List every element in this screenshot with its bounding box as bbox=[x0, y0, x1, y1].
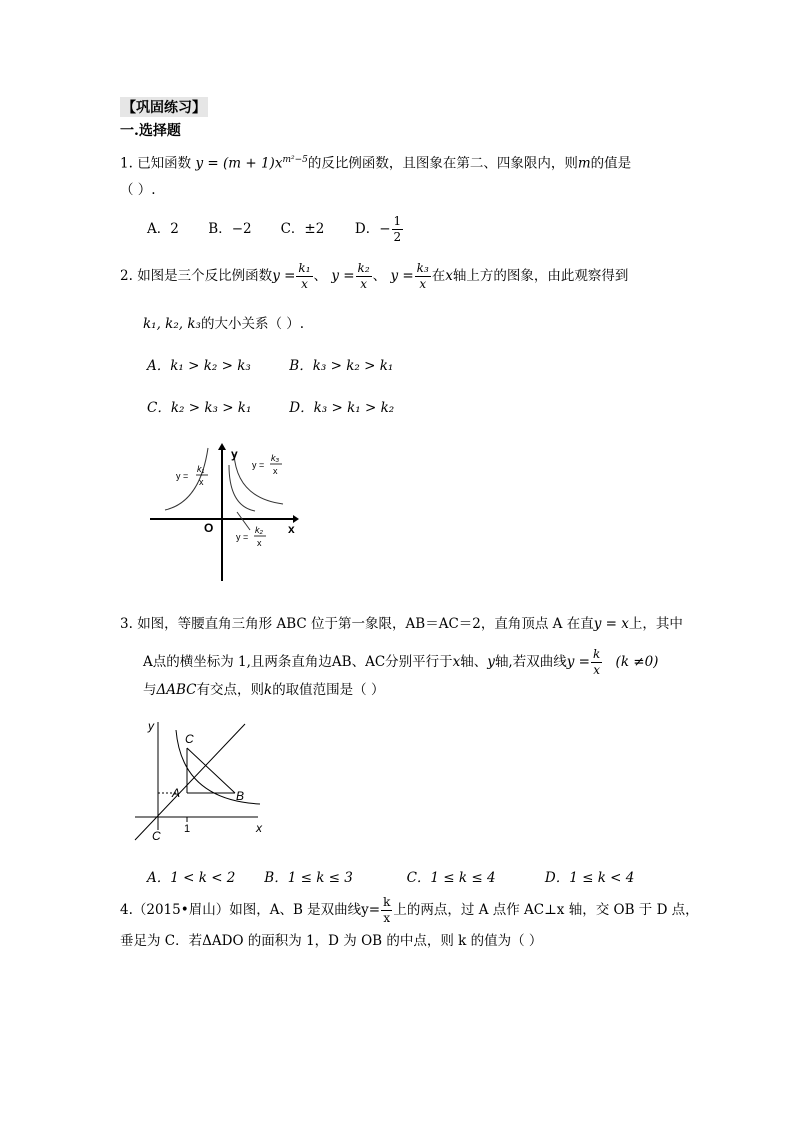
q2-label1-num: k₁ bbox=[197, 464, 205, 474]
q2-graph bbox=[145, 440, 305, 585]
q3-line3: 与ΔABC有交点，则k的取值范围是（ ） bbox=[143, 682, 385, 698]
q3-origin-label: C bbox=[152, 829, 161, 842]
q4-hyperbola-fraction: $\frac{k}{x}$ bbox=[383, 895, 391, 925]
q2-label2-den: x bbox=[273, 466, 278, 476]
q3-option-c: C．1 ≤ k ≤ 4 bbox=[406, 870, 496, 886]
q1-option-a: A．2 bbox=[147, 221, 179, 237]
q2-label1-y: y = bbox=[176, 471, 189, 481]
q1-option-d: D．− $\frac{1}{2}$ bbox=[354, 214, 402, 244]
q3-line2: A点的横坐标为 1,且两条直角边AB、AC分别平行于x轴、y轴,若双曲线y = $\frac{k}{x}$ (k ≠0) bbox=[143, 647, 659, 677]
q2-x-label: x bbox=[288, 522, 295, 536]
q2-label3-den: x bbox=[257, 538, 262, 548]
q1-option-d-fraction: $\frac{1}{2}$ bbox=[393, 214, 402, 244]
q2-option-c: C．k₂ > k₃ > k₁ bbox=[147, 400, 252, 416]
q3-option-b: B．1 ≤ k ≤ 3 bbox=[264, 870, 353, 886]
section-title: 一.选择题 bbox=[120, 123, 181, 139]
q3-option-d: D．1 ≤ k < 4 bbox=[544, 870, 635, 886]
q3-options bbox=[147, 868, 634, 888]
q2-label2-num: k₃ bbox=[271, 453, 280, 463]
q2-y-arrow-icon bbox=[218, 443, 226, 450]
q2-label3-y: y = bbox=[236, 532, 249, 542]
q1-paren: （ ）. bbox=[120, 182, 156, 198]
q2-options-row1 bbox=[147, 356, 393, 376]
q3-side-bc bbox=[187, 748, 235, 793]
q2-y-label: y bbox=[231, 447, 238, 461]
q2-label3-num: k₂ bbox=[255, 525, 263, 535]
q3-graph bbox=[130, 712, 275, 842]
q2-option-a: A．k₁ > k₂ > k₃ bbox=[147, 358, 251, 374]
q3-line1: 3. 如图，等腰直角三角形 ABC 位于第一象限，AB＝AC＝2，直角顶点 A 在直y = x上，其中 bbox=[120, 616, 683, 632]
q3-hyperbola-fraction: $\frac{k}{x}$ bbox=[592, 647, 601, 677]
exercise-tag: 【巩固练习】 bbox=[120, 97, 208, 117]
q2-label2-y: y = bbox=[252, 460, 265, 470]
q3-y-label: y bbox=[148, 719, 154, 733]
q3-tick-one: 1 bbox=[184, 823, 191, 835]
q4-line1: 4.（2015•眉山）如图，A、B 是双曲线y= $\frac{k}{x}$ 上的两点，过 A 点作 AC⊥x 轴，交 OB 于 D 点， bbox=[120, 895, 699, 925]
q2-origin-label: O bbox=[204, 521, 214, 535]
q2-option-b: B．k₃ > k₂ > k₁ bbox=[289, 358, 394, 374]
q3-point-c: C bbox=[185, 732, 194, 746]
q3-point-a: A bbox=[172, 786, 181, 800]
q2-pointer-line bbox=[237, 512, 250, 530]
q2-line2: k₁, k₂, k₃的大小关系（ ）. bbox=[143, 316, 305, 332]
q1-option-b: B．−2 bbox=[208, 221, 252, 237]
q2-options-row2 bbox=[147, 398, 394, 418]
q2-label1-den: x bbox=[199, 477, 204, 487]
q2-curve-k2 bbox=[229, 465, 255, 511]
q3-option-a: A．1 < k < 2 bbox=[147, 870, 236, 886]
q2-line1: 2. 如图是三个反比例函数y = $\frac{\text{k₁}}{x}$ 、 y = $\frac{\text{k₂}}{x}$ 、 y = $\frac{\text{k₃}}{x}$ 在x轴上方的图象，由此观察得到 bbox=[120, 261, 629, 291]
q3-point-b: B bbox=[236, 789, 245, 803]
q1-option-c: C．±2 bbox=[280, 221, 325, 237]
q1-options bbox=[147, 214, 404, 245]
q1-line1: 1. 已知函数 $y = (m + 1)x^{m^2-5}$的反比例函数，且图象在第二、四象限内，则m的值是 bbox=[120, 155, 632, 172]
q4-line2: 垂足为 C．若ΔADO 的面积为 1，D 为 OB 的中点，则 k 的值为（ ） bbox=[120, 933, 543, 949]
q2-option-d: D．k₃ > k₁ > k₂ bbox=[289, 400, 395, 416]
q3-x-label: x bbox=[256, 821, 262, 835]
